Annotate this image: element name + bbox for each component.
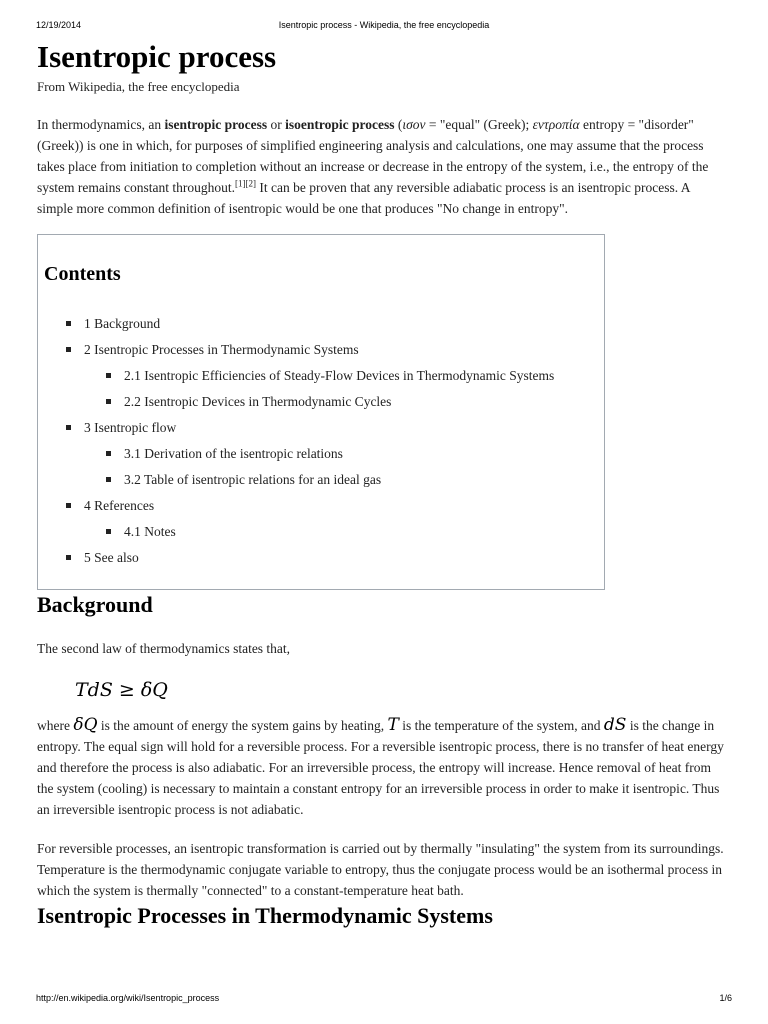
intro-text: ( (394, 117, 403, 132)
page-title: Isentropic process (37, 39, 277, 74)
citation-refs[interactable]: [1][2] (234, 178, 256, 189)
where-paragraph (37, 715, 727, 820)
bullet-icon (66, 425, 71, 430)
site-subtitle: From Wikipedia, the free encyclopedia (37, 79, 240, 94)
math-ds: dS (603, 715, 627, 735)
section-heading-background: Background (37, 592, 153, 617)
intro-text: = "equal" (Greek); (425, 117, 533, 132)
toc-item-see-also[interactable]: 5 See also (66, 545, 554, 571)
where-text: is the change in entropy. The equal sign will hold for a reversible process. For a reversible isentropic process, there is no transfer of heat energy and therefore the process is also adiabatic. For an irreversible process, the entropy will increase. Hence removal of heat from the system (cooling) is necessary to maintain a constant entropy for an irreversible process in order to make it isentropic. Thus an irreversible isentropic process is not adiabatic. (37, 718, 724, 817)
math-t: T (387, 715, 399, 735)
toc-heading: Contents (44, 263, 121, 285)
intro-text: entropy = "disorder"(Greek)) is one in which, for purposes of simplified engineering analysis and calculations, one may assume that the process takes place from initiation to completion without an increase or decrease in the entropy of the system, i.e., the entropy of the system remains constant throughout. (37, 117, 709, 195)
print-date: 12/19/2014 (36, 20, 82, 30)
print-url: http://en.wikipedia.org/wiki/Isentropic_process (36, 993, 220, 1003)
bullet-icon (66, 347, 71, 352)
greek-ison: ισον (402, 117, 426, 132)
where-text: is the amount of energy the system gains by heating, (97, 718, 388, 733)
toc-list (66, 311, 554, 571)
toc-item-background[interactable]: 1 Background (66, 311, 554, 337)
where-text: is the temperature of the system, and (398, 718, 604, 733)
where-text: where (37, 718, 74, 733)
toc-item-derivation[interactable]: 3.1 Derivation of the isentropic relations (66, 441, 554, 467)
bullet-icon (106, 399, 111, 404)
math-delta-q: δQ (73, 715, 98, 735)
intro-text: It can be proven that any reversible adiabatic process is an isentropic process. A simple more common definition of isentropic would be one that produces "No change in entropy". (37, 180, 690, 216)
reversible-paragraph: For reversible processes, an isentropic transformation is carried out by thermally "insulating" the system from its surroundings. Temperature is the thermodynamic conjugate variable to entropy, thus the conjugate process would be an isothermal process in which the system is thermally "connected" to a constant-temperature heat bath. (37, 841, 724, 898)
intro-paragraph (37, 114, 727, 219)
term-isoentropic: isoentropic process (285, 117, 395, 132)
second-law-paragraph: The second law of thermodynamics states that, (37, 641, 291, 656)
bullet-icon (106, 529, 111, 534)
intro-text: In thermodynamics, an (37, 117, 165, 132)
print-page-number: 1/6 (719, 993, 732, 1003)
bullet-icon (106, 477, 111, 482)
bullet-icon (106, 451, 111, 456)
toc-item-notes[interactable]: 4.1 Notes (66, 519, 554, 545)
toc-item-devices[interactable]: 2.2 Isentropic Devices in Thermodynamic Cycles (66, 389, 554, 415)
bullet-icon (106, 373, 111, 378)
greek-entropia: εντροπία (532, 117, 580, 132)
intro-text: or (267, 117, 286, 132)
second-law-formula: TdS ≥ δQ (75, 679, 168, 701)
bullet-icon (66, 555, 71, 560)
toc-item-efficiencies[interactable]: 2.1 Isentropic Efficiencies of Steady-Flow Devices in Thermodynamic Systems (66, 363, 554, 389)
toc-item-references[interactable]: 4 References (66, 493, 554, 519)
table-of-contents (37, 234, 605, 590)
print-doc-title: Isentropic process - Wikipedia, the free encyclopedia (278, 20, 490, 30)
toc-item-isentropic-processes[interactable]: 2 Isentropic Processes in Thermodynamic Systems (66, 337, 554, 363)
link-thermodynamics-term[interactable]: isentropic process (164, 117, 268, 132)
section-heading-isentropic-processes: Isentropic Processes in Thermodynamic Systems (37, 903, 493, 928)
bullet-icon (66, 503, 71, 508)
toc-item-isentropic-flow[interactable]: 3 Isentropic flow (66, 415, 554, 441)
toc-item-relations-table[interactable]: 3.2 Table of isentropic relations for an ideal gas (66, 467, 554, 493)
article-content (37, 36, 727, 931)
bullet-icon (66, 321, 71, 326)
